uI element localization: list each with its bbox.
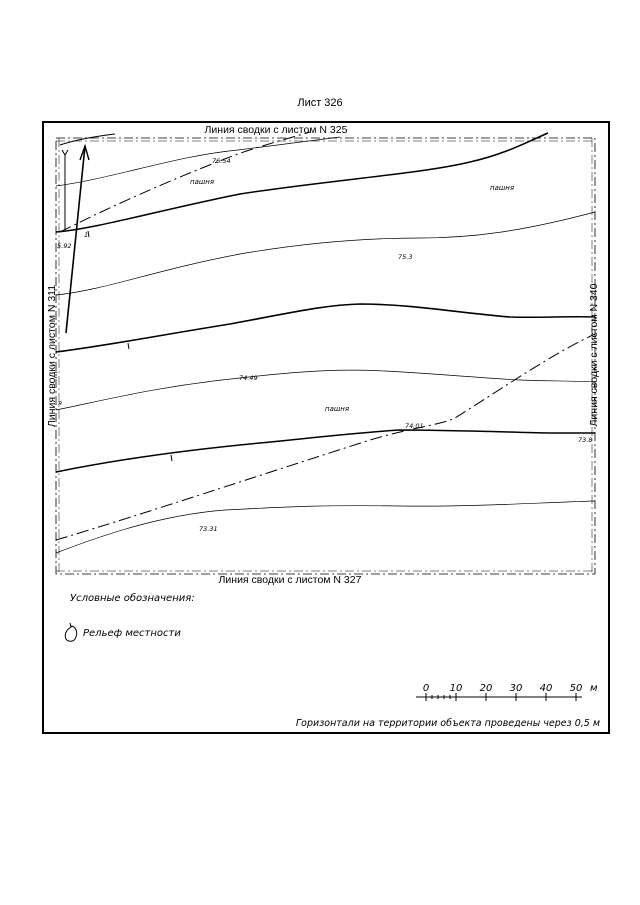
elevation-label: 74.01 — [405, 422, 424, 430]
outer-frame — [43, 122, 609, 733]
contour-line — [60, 134, 115, 145]
elevation-label: 74.49 — [239, 374, 258, 382]
edge-label-bottom: Линия сводки с листом N 327 — [218, 574, 362, 586]
legend-title: Условные обозначения: — [70, 593, 195, 604]
sheet-title: Лист 326 — [297, 97, 343, 109]
edge-label-top: Линия сводки с листом N 325 — [204, 124, 348, 136]
scale-bar — [416, 693, 582, 701]
scale-tick-label: 10 — [449, 683, 463, 694]
boundary-line — [60, 132, 310, 232]
north-arrow-icon — [62, 146, 89, 333]
scale-tick-label: 50 — [569, 683, 583, 694]
contour-tick-label: 1 — [84, 231, 89, 239]
edge-label-right: Линия сводки с листом N 340 — [588, 283, 600, 427]
elevation-label: 73.31 — [199, 525, 218, 533]
land-use-label: пашня — [325, 405, 350, 413]
elevation-label: 73.8 — [578, 436, 593, 444]
contour-interval-note: Горизонтали на территории объекта проведены через 0,5 м — [295, 718, 600, 729]
edge-label-left: Линия сводки с листом N 311 — [46, 284, 58, 428]
scale-tick-label: 20 — [479, 683, 493, 694]
elevation-label: 5.92 — [57, 242, 72, 250]
scale-tick-label: 30 — [509, 683, 523, 694]
contour-line-index — [56, 133, 548, 232]
contour-line-index — [56, 430, 595, 472]
scale-unit: м — [590, 683, 598, 694]
land-use-label: пашня — [490, 184, 515, 192]
map-frame — [56, 138, 595, 574]
legend-relief-label: Рельеф местности — [83, 628, 181, 639]
elevation-label: 75.3 — [398, 253, 413, 261]
scale-tick-label: 40 — [539, 683, 553, 694]
contour-line-index — [56, 304, 595, 352]
land-use-label: пашня — [190, 178, 215, 186]
elevation-label: 76.54 — [212, 157, 231, 165]
fragment-label: я — [58, 399, 62, 407]
scale-tick-label: 0 — [422, 683, 430, 694]
relief-legend-icon — [65, 623, 76, 641]
contour-line — [56, 212, 595, 295]
contour-line — [56, 501, 595, 553]
